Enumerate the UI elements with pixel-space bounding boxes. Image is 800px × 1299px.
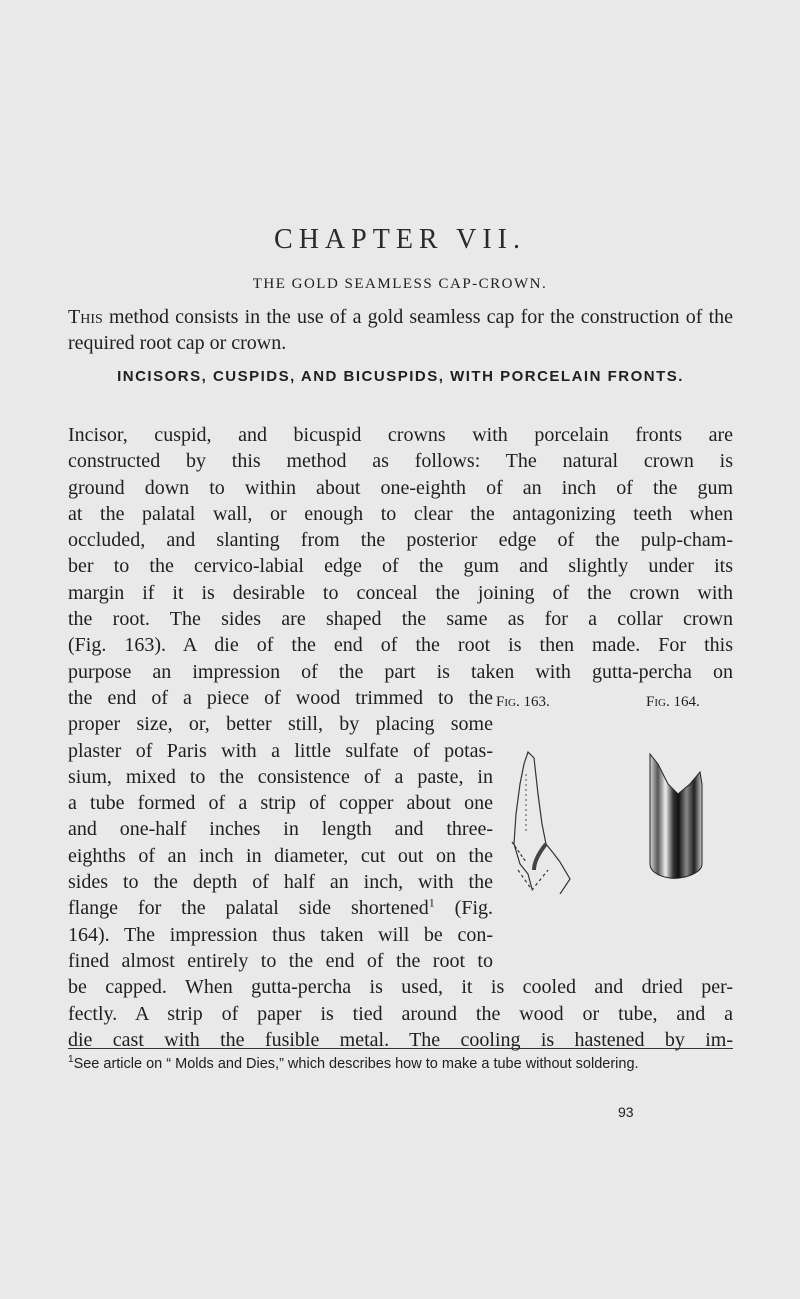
fig-163-label: Fig. 163. bbox=[496, 694, 550, 710]
body-line: (Fig. 163). A die of the end of the root is then made. For this bbox=[68, 634, 733, 657]
wrapped-line-tail: (Fig. bbox=[434, 897, 494, 920]
footnote-divider bbox=[68, 1048, 733, 1049]
chapter-title: CHAPTER VII. bbox=[274, 224, 526, 255]
wrapped-line: proper size, or, better still, by placing some bbox=[68, 713, 493, 736]
intro-text: method consists in the use of a gold seamless cap for the construction of the required root cap or crown. bbox=[68, 306, 733, 354]
body-line: the root. The sides are shaped the same as for a collar crown bbox=[68, 608, 733, 631]
body-line: margin if it is desirable to conceal the joining of the crown with bbox=[68, 581, 733, 604]
footnote-marker: 1 bbox=[68, 1054, 74, 1066]
intro-first-word: This bbox=[68, 306, 103, 328]
body-line: ber to the cervico-labial edge of the gum and slightly under its bbox=[68, 555, 733, 578]
section-heading: INCISORS, CUSPIDS, AND BICUSPIDS, WITH PORCELAIN FRONTS. bbox=[117, 368, 684, 385]
fig-164-label: Fig. 164. bbox=[646, 694, 700, 710]
wrapped-line: the end of a piece of wood trimmed to the bbox=[68, 686, 493, 709]
body-line: ground down to within about one-eighth of an inch of the gum bbox=[68, 476, 733, 499]
wrapped-line: 164). The impression thus taken will be con- bbox=[68, 923, 493, 946]
figure-illustrations bbox=[490, 694, 740, 894]
footnote-text: See article on “ Molds and Dies,” which describes how to make a tube without soldering. bbox=[73, 1056, 639, 1072]
wrapped-line-text: flange for the palatal side shortened bbox=[68, 897, 429, 920]
page-number: 93 bbox=[618, 1104, 634, 1120]
wrapped-line: fined almost entirely to the end of the root to bbox=[68, 949, 493, 972]
body-line: be capped. When gutta-percha is used, it is cooled and dried per- bbox=[68, 976, 733, 999]
fig-163-drawing bbox=[512, 752, 570, 894]
fig-164-drawing bbox=[650, 754, 702, 878]
footnote-reference[interactable]: 1 bbox=[428, 895, 435, 910]
body-line: occluded, and slanting from the posterior edge of the pulp-cham- bbox=[68, 529, 733, 552]
figures-area bbox=[490, 694, 740, 894]
body-line: die cast with the fusible metal. The cooling is hastened by im- bbox=[68, 1028, 733, 1051]
wrapped-line-with-footnote bbox=[68, 895, 493, 921]
body-line: purpose an impression of the part is taken with gutta-percha on bbox=[68, 660, 733, 683]
body-line: fectly. A strip of paper is tied around the wood or tube, and a bbox=[68, 1002, 733, 1025]
footnote bbox=[68, 1054, 733, 1074]
chapter-subtitle: THE GOLD SEAMLESS CAP-CROWN. bbox=[252, 276, 548, 292]
wrapped-line: a tube formed of a strip of copper about one bbox=[68, 792, 493, 815]
wrapped-line: and one-half inches in length and three- bbox=[68, 818, 493, 841]
intro-paragraph bbox=[68, 304, 733, 356]
wrapped-line: sides to the depth of half an inch, with the bbox=[68, 871, 493, 894]
body-line: Incisor, cuspid, and bicuspid crowns with porcelain fronts are bbox=[68, 424, 733, 446]
wrapped-line: plaster of Paris with a little sulfate of potas- bbox=[68, 739, 493, 762]
wrapped-line: eighths of an inch in diameter, cut out on the bbox=[68, 844, 493, 867]
wrapped-line: sium, mixed to the consistence of a paste, in bbox=[68, 765, 493, 788]
body-line: at the palatal wall, or enough to clear the antagonizing teeth when bbox=[68, 502, 733, 525]
body-line: constructed by this method as follows: The natural crown is bbox=[68, 450, 733, 473]
